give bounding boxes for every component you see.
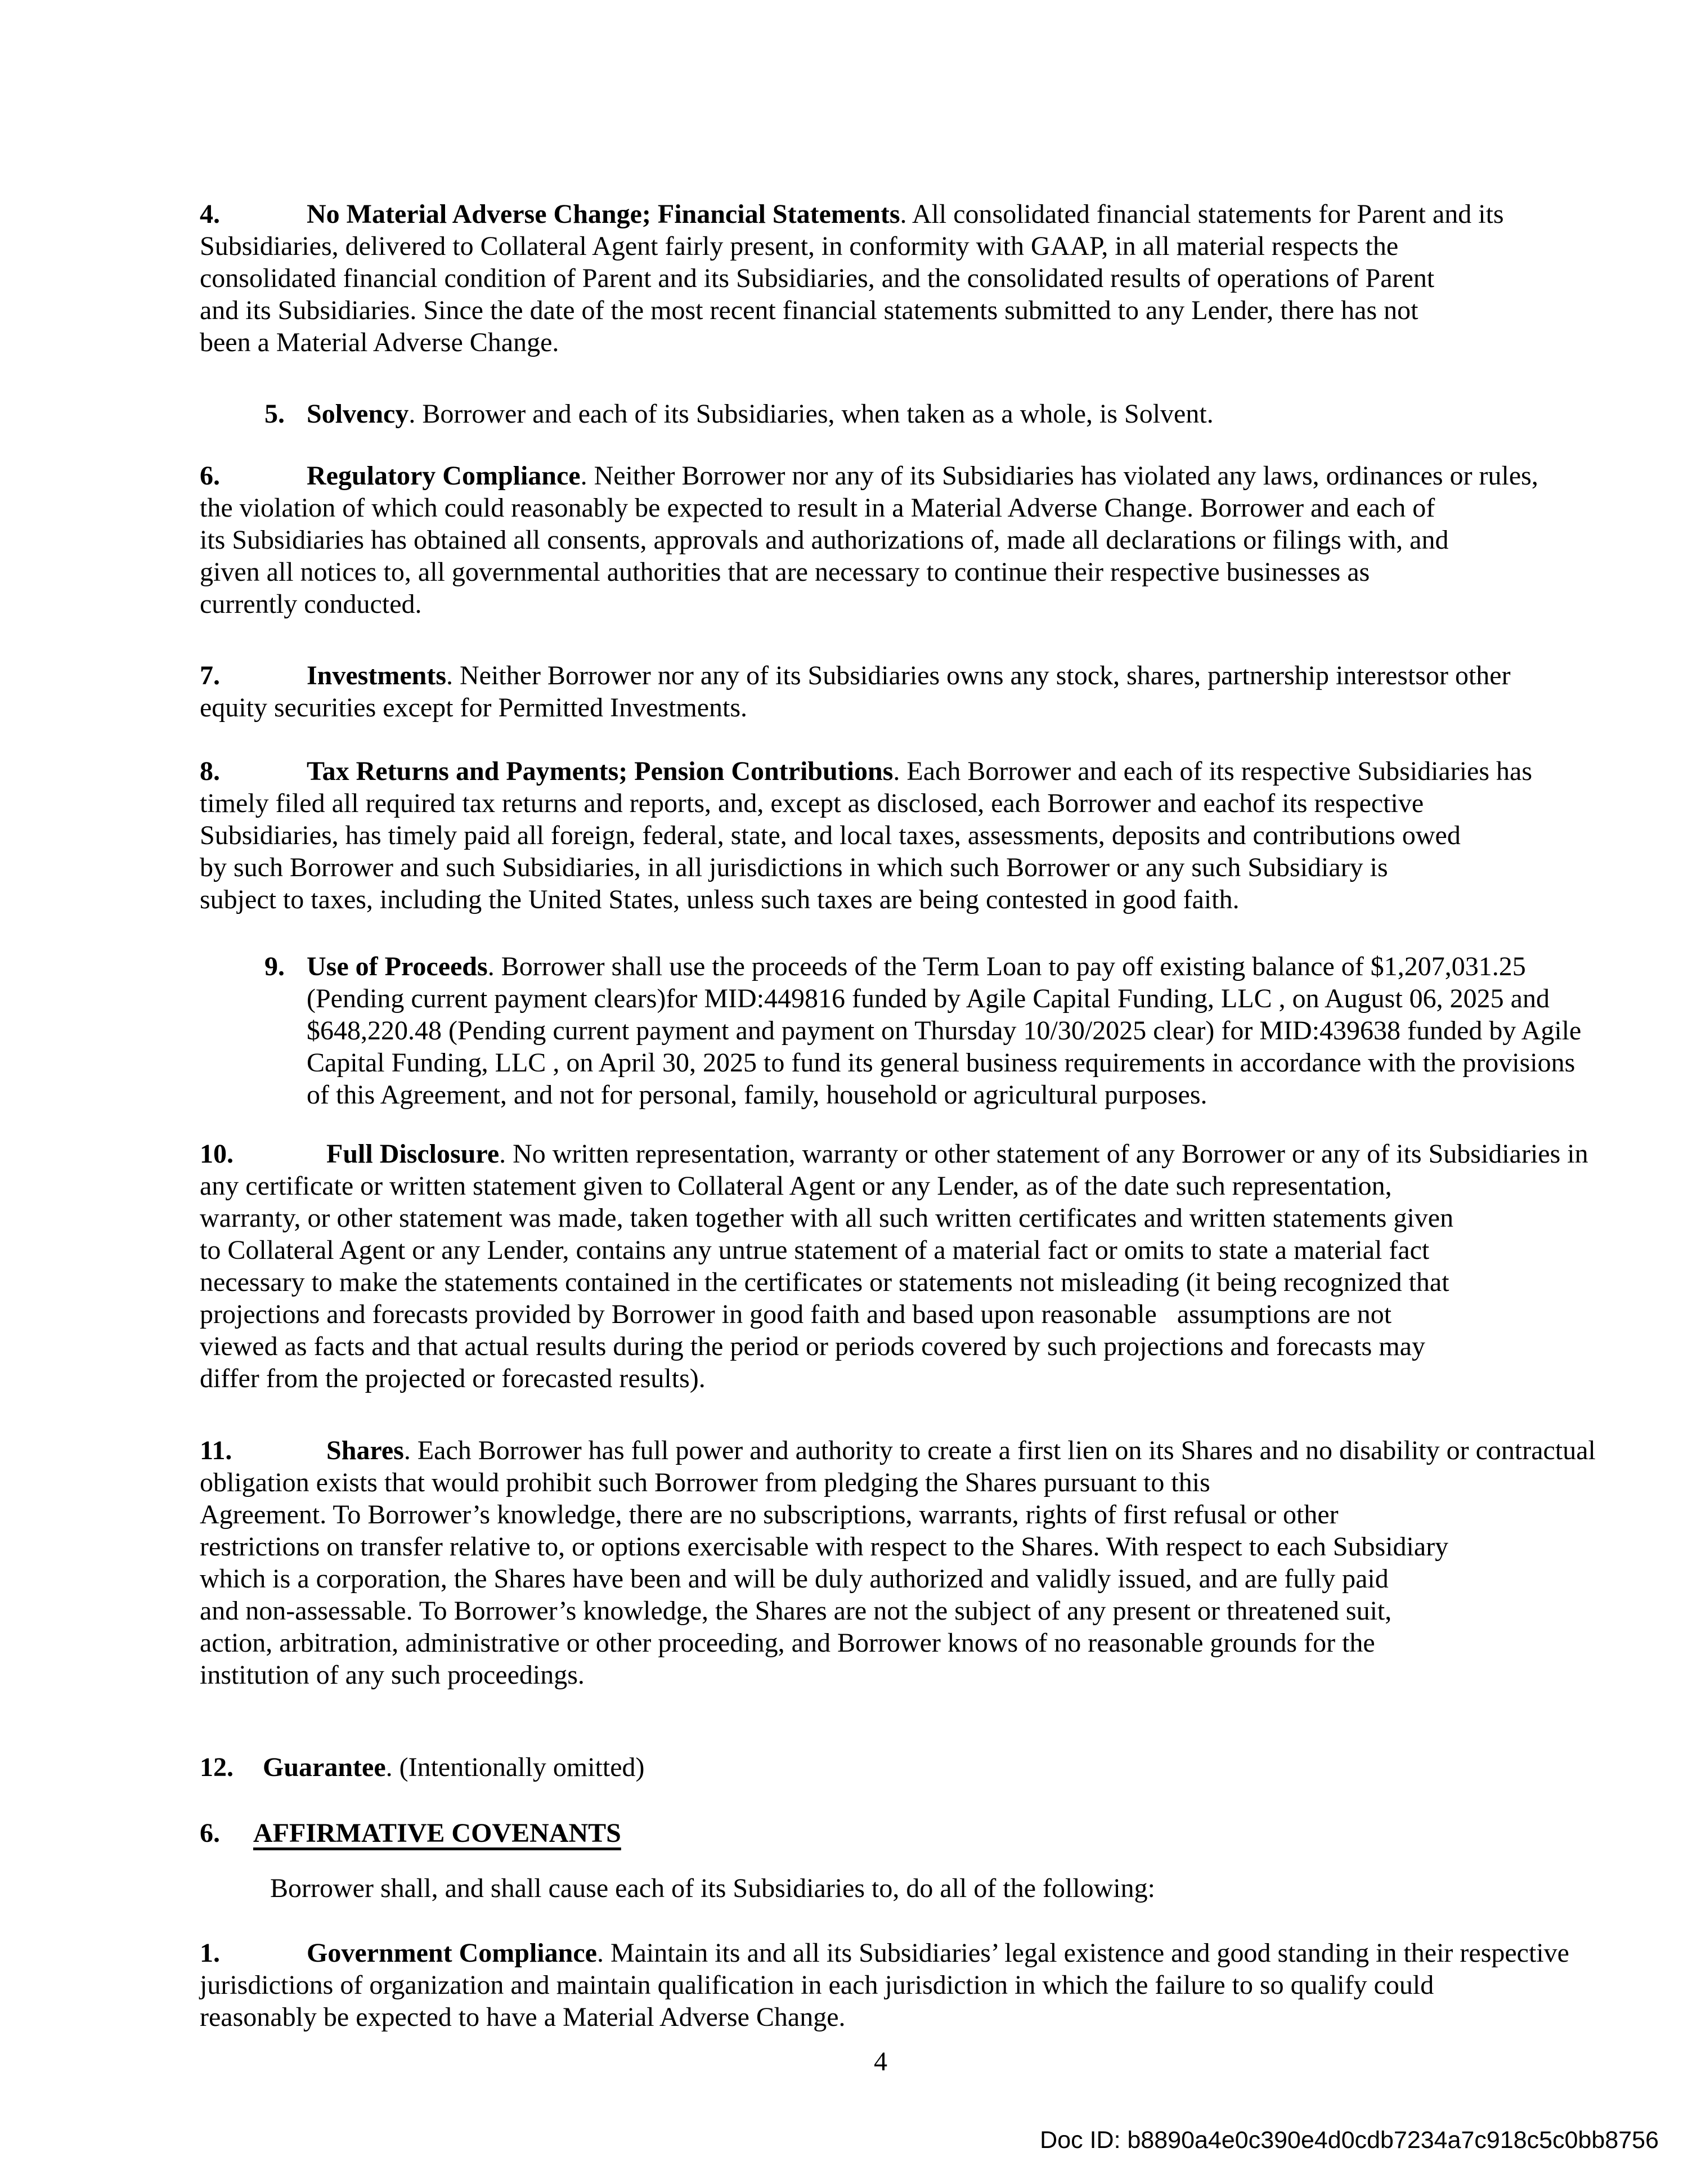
paragraph-title: Use of Proceeds xyxy=(307,952,488,981)
paragraph-line: jurisdictions of organization and maintain qualification in each jurisdiction in which the failure to so qualify could xyxy=(200,1970,1434,2000)
page-number: 4 xyxy=(874,2047,887,2077)
paragraph-line: its Subsidiaries has obtained all consents, approvals and authorizations of, made all declarations or filings with, and xyxy=(200,525,1449,555)
paragraph-text: . Borrower and each of its Subsidiaries, when taken as a whole, is Solvent. xyxy=(408,399,1214,429)
paragraph-line: currently conducted. xyxy=(200,589,422,619)
paragraph-text: . Each Borrower and each of its respective Subsidiaries has xyxy=(893,756,1533,786)
paragraph-line: institution of any such proceedings. xyxy=(200,1660,585,1690)
paragraph-line: reasonably be expected to have a Material Adverse Change. xyxy=(200,2002,846,2032)
paragraph-title: Solvency xyxy=(307,399,409,429)
paragraph-text: . All consolidated financial statements for Parent and its xyxy=(900,199,1504,229)
document-body xyxy=(200,198,1596,2078)
paragraph-title: Guarantee xyxy=(263,1752,386,1782)
paragraph-line: which is a corporation, the Shares have been and will be duly authorized and validly issued, and are fully paid xyxy=(200,1564,1389,1594)
list-number: 12. xyxy=(200,1752,234,1782)
paragraph-5 xyxy=(200,398,1590,430)
paragraph-line: been a Material Adverse Change. xyxy=(200,328,559,357)
paragraph-7 xyxy=(200,660,1590,724)
paragraph-4 xyxy=(200,198,1590,358)
paragraph-line: differ from the projected or forecasted results). xyxy=(200,1364,706,1393)
paragraph-line: viewed as facts and that actual results during the period or periods covered by such projections and forecasts may xyxy=(200,1331,1425,1361)
paragraph-first-line xyxy=(200,398,1590,430)
list-number: 6. xyxy=(200,461,220,491)
paragraph-title: Tax Returns and Payments; Pension Contributions xyxy=(307,756,894,786)
paragraph-line: subject to taxes, including the United States, unless such taxes are being contested in good faith. xyxy=(200,885,1240,914)
list-number: 7. xyxy=(200,661,220,690)
paragraph-line: of this Agreement, and not for personal, family, household or agricultural purposes. xyxy=(307,1080,1207,1110)
paragraph-11 xyxy=(200,1434,1596,1691)
paragraph-line: $648,220.48 (Pending current payment and payment on Thursday 10/30/2025 clear) for MID:439638 funded by Agile xyxy=(307,1016,1582,1046)
paragraph-first-line xyxy=(200,950,1590,983)
section-number: 6. xyxy=(200,1818,220,1848)
list-number: 11. xyxy=(200,1436,232,1465)
doc-id-footer: Doc ID: b8890a4e0c390e4d0cdb7234a7c918c5c0bb8756 xyxy=(1040,2127,1659,2154)
list-number: 9. xyxy=(264,952,285,981)
section-title: AFFIRMATIVE COVENANTS xyxy=(253,1818,621,1848)
paragraph-line: by such Borrower and such Subsidiaries, in all jurisdictions in which such Borrower or any such Subsidiary is xyxy=(200,853,1388,882)
list-number: 1. xyxy=(200,1938,220,1968)
paragraph-text: . No written representation, warranty or other statement of any Borrower or any of its Subsidiaries in xyxy=(499,1139,1588,1169)
paragraph-first-line xyxy=(200,198,1590,230)
paragraph-line: necessary to make the statements contained in the certificates or statements not misleading (it being recognized that xyxy=(200,1267,1449,1297)
paragraph-line: obligation exists that would prohibit such Borrower from pledging the Shares pursuant to this xyxy=(200,1468,1210,1497)
paragraph-10 xyxy=(200,1138,1590,1394)
paragraph-title: Regulatory Compliance xyxy=(307,461,581,491)
paragraph-line: timely filed all required tax returns and reports, and, except as disclosed, each Borrower and eachof its respective xyxy=(200,788,1424,818)
paragraph-first-line xyxy=(200,1751,1590,1783)
paragraph-title: Investments xyxy=(307,661,446,690)
paragraph-line: the violation of which could reasonably be expected to result in a Material Adverse Change. Borrower and each of xyxy=(200,493,1435,523)
list-number: 8. xyxy=(200,756,220,786)
paragraph-line: Subsidiaries, has timely paid all foreign, federal, state, and local taxes, assessments, deposits and contributions owed xyxy=(200,820,1461,850)
paragraph-8 xyxy=(200,755,1590,916)
paragraph-line: Subsidiaries, delivered to Collateral Agent fairly present, in conformity with GAAP, in all material respects the xyxy=(200,231,1399,261)
paragraph-line: restrictions on transfer relative to, or options exercisable with respect to the Shares. With respect to each Subsidiary xyxy=(200,1532,1449,1562)
paragraph-line: action, arbitration, administrative or other proceeding, and Borrower knows of no reasonable grounds for the xyxy=(200,1628,1375,1658)
paragraph-first-line xyxy=(200,1138,1590,1170)
paragraph-text: . Borrower shall use the proceeds of the Term Loan to pay off existing balance of $1,207,031.25 xyxy=(487,952,1526,981)
list-number: 4. xyxy=(200,199,220,229)
paragraph-line: and its Subsidiaries. Since the date of the most recent financial statements submitted to any Lender, there has not xyxy=(200,295,1418,325)
paragraph-title: Government Compliance xyxy=(307,1938,597,1968)
paragraph-first-line xyxy=(200,1434,1596,1467)
covenants-intro: Borrower shall, and shall cause each of its Subsidiaries to, do all of the following: xyxy=(270,1873,1155,1903)
paragraph-text: . Neither Borrower nor any of its Subsidiaries owns any stock, shares, partnership interestsor other xyxy=(446,661,1511,690)
paragraph-line: and non-assessable. To Borrower’s knowledge, the Shares are not the subject of any present or threatened suit, xyxy=(200,1596,1392,1626)
paragraph-text: . (Intentionally omitted) xyxy=(385,1752,645,1782)
list-number: 5. xyxy=(264,399,285,429)
paragraph-12 xyxy=(200,1751,1590,1783)
paragraph-line: consolidated financial condition of Parent and its Subsidiaries, and the consolidated results of operations of Parent xyxy=(200,263,1435,293)
paragraph-title: Full Disclosure xyxy=(326,1139,500,1169)
paragraph-first-line xyxy=(200,460,1590,492)
paragraph-first-line xyxy=(200,1937,1590,1969)
affirmative-covenants-heading xyxy=(200,1817,1590,1849)
paragraph-line: warranty, or other statement was made, taken together with all such written certificates and written statements given xyxy=(200,1203,1454,1233)
paragraph-first-line xyxy=(200,660,1590,692)
paragraph-line: Capital Funding, LLC , on April 30, 2025 to fund its general business requirements in accordance with the provisions xyxy=(307,1048,1575,1078)
list-number: 10. xyxy=(200,1139,234,1169)
paragraph-title: Shares xyxy=(326,1436,404,1465)
paragraph-text: . Each Borrower has full power and authority to create a first lien on its Shares and no disability or contractual xyxy=(403,1436,1596,1465)
paragraph-6 xyxy=(200,460,1590,620)
paragraph-text: . Maintain its and all its Subsidiaries’ legal existence and good standing in their respective xyxy=(596,1938,1569,1968)
covenants-section xyxy=(200,1937,1590,2033)
paragraph-line: given all notices to, all governmental authorities that are necessary to continue their respective businesses as xyxy=(200,557,1370,587)
paragraph-line: Agreement. To Borrower’s knowledge, there are no subscriptions, warrants, rights of first refusal or other xyxy=(200,1500,1339,1530)
paragraph-line: (Pending current payment clears)for MID:449816 funded by Agile Capital Funding, LLC , on August 06, 2025 and xyxy=(307,984,1550,1013)
paragraph-line: to Collateral Agent or any Lender, contains any untrue statement of a material fact or omits to state a material fact xyxy=(200,1235,1430,1265)
paragraph-line: projections and forecasts provided by Borrower in good faith and based upon reasonable assumptions are not xyxy=(200,1299,1392,1329)
paragraph-line: equity securities except for Permitted Investments. xyxy=(200,693,748,723)
paragraph-9 xyxy=(200,950,1590,1111)
paragraph-line: any certificate or written statement given to Collateral Agent or any Lender, as of the date such representation, xyxy=(200,1171,1392,1201)
paragraph-title: No Material Adverse Change; Financial Statements xyxy=(307,199,900,229)
paragraph-1 xyxy=(200,1937,1590,2033)
paragraph-first-line xyxy=(200,755,1590,787)
representations-section xyxy=(200,198,1596,1783)
paragraph-text: . Neither Borrower nor any of its Subsidiaries has violated any laws, ordinances or rules, xyxy=(580,461,1538,491)
